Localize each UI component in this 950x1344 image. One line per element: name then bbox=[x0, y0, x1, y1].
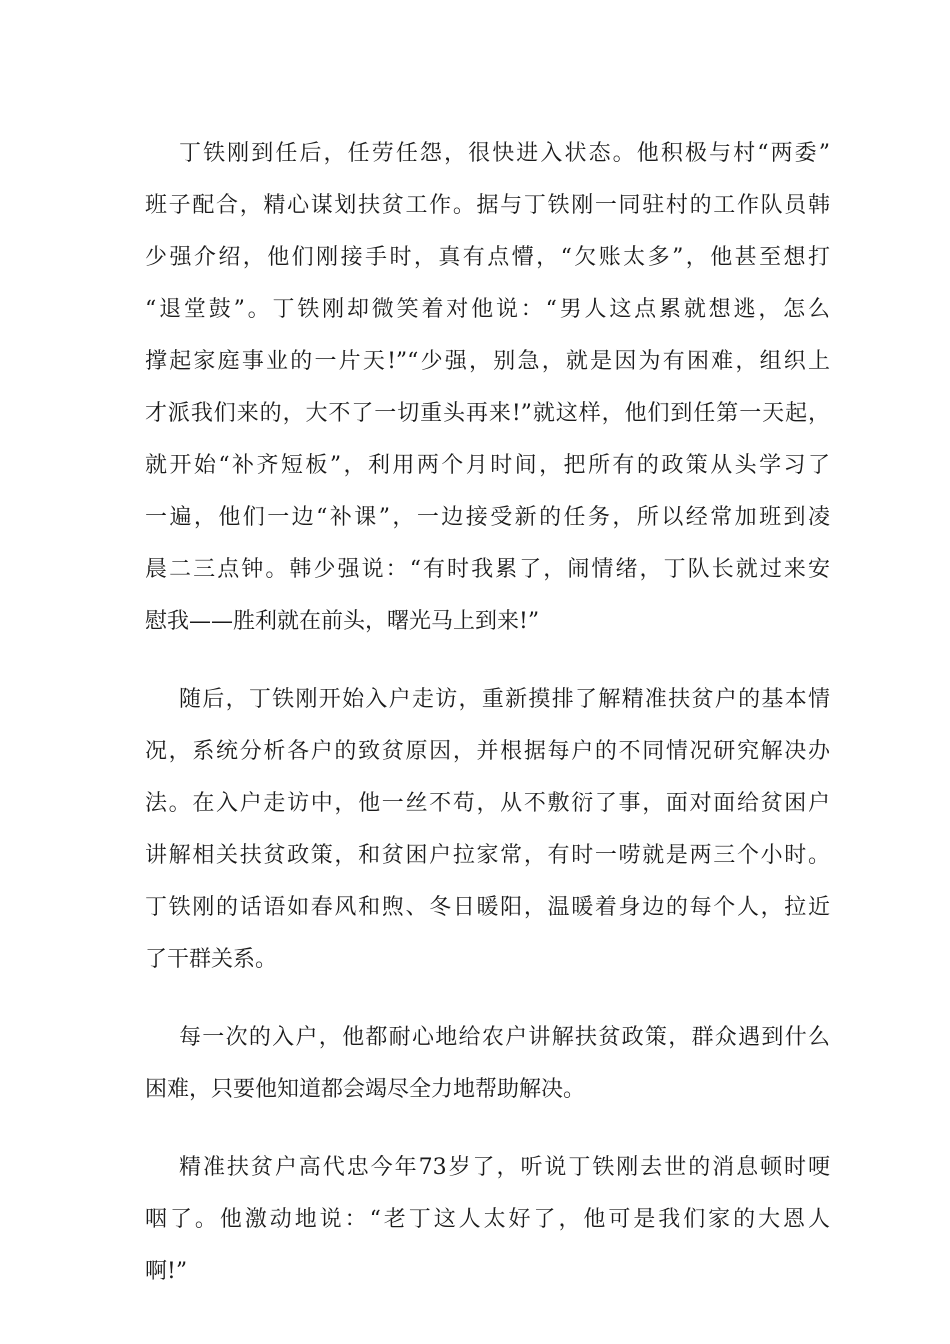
text-line: 班子配合，精心谋划扶贫工作。据与丁铁刚一同驻村的工作队员韩 bbox=[145, 193, 830, 218]
text-line: 况，系统分析各户的致贫原因，并根据每户的不同情况研究解决办 bbox=[145, 739, 830, 764]
text-line: 丁铁刚的话语如春风和煦、冬日暖阳，温暖着身边的每个人，拉近 bbox=[145, 895, 830, 920]
paragraph-2 bbox=[145, 674, 830, 986]
paragraph-spacer bbox=[145, 648, 830, 674]
text-line: 讲解相关扶贫政策，和贫困户拉家常，有时一唠就是两三个小时。 bbox=[145, 843, 830, 868]
paragraph-3 bbox=[145, 1012, 830, 1116]
paragraph-spacer bbox=[145, 1116, 830, 1142]
text-line: 少强介绍，他们刚接手时，真有点懵，“欠账太多”，他甚至想打 bbox=[145, 245, 830, 270]
text-line: 法。在入户走访中，他一丝不苟，从不敷衍了事，面对面给贫困户 bbox=[145, 791, 830, 816]
text-line: 就开始“补齐短板”，利用两个月时间，把所有的政策从头学习了 bbox=[145, 453, 830, 478]
text-line: 啊!” bbox=[145, 1259, 188, 1284]
paragraph-1 bbox=[145, 128, 830, 648]
text-line: 咽了。他激动地说：“老丁这人太好了，他可是我们家的大恩人 bbox=[145, 1207, 830, 1232]
text-line: 随后，丁铁刚开始入户走访，重新摸排了解精准扶贫户的基本情 bbox=[179, 687, 830, 712]
text-line: 困难，只要他知道都会竭尽全力地帮助解决。 bbox=[145, 1077, 586, 1102]
text-line: 丁铁刚到任后，任劳任怨，很快进入状态。他积极与村“两委” bbox=[179, 141, 830, 166]
text-line: 精准扶贫户高代忠今年73岁了，听说丁铁刚去世的消息顿时哽 bbox=[179, 1155, 830, 1180]
text-line: 撑起家庭事业的一片天!”“少强，别急，就是因为有困难，组织上 bbox=[145, 349, 830, 374]
text-line: 每一次的入户，他都耐心地给农户讲解扶贫政策，群众遇到什么 bbox=[179, 1025, 830, 1050]
article-body bbox=[145, 128, 830, 1298]
text-line: “退堂鼓”。丁铁刚却微笑着对他说：“男人这点累就想逃，怎么 bbox=[145, 297, 830, 322]
text-line: 晨二三点钟。韩少强说：“有时我累了，闹情绪，丁队长就过来安 bbox=[145, 557, 830, 582]
text-line: 慰我——胜利就在前头，曙光马上到来!” bbox=[145, 609, 540, 634]
text-line: 才派我们来的，大不了一切重头再来!”就这样，他们到任第一天起， bbox=[145, 401, 830, 426]
paragraph-spacer bbox=[145, 986, 830, 1012]
text-line: 一遍，他们一边“补课”，一边接受新的任务，所以经常加班到凌 bbox=[145, 505, 830, 530]
text-line: 了干群关系。 bbox=[145, 947, 278, 972]
paragraph-4 bbox=[145, 1142, 830, 1298]
